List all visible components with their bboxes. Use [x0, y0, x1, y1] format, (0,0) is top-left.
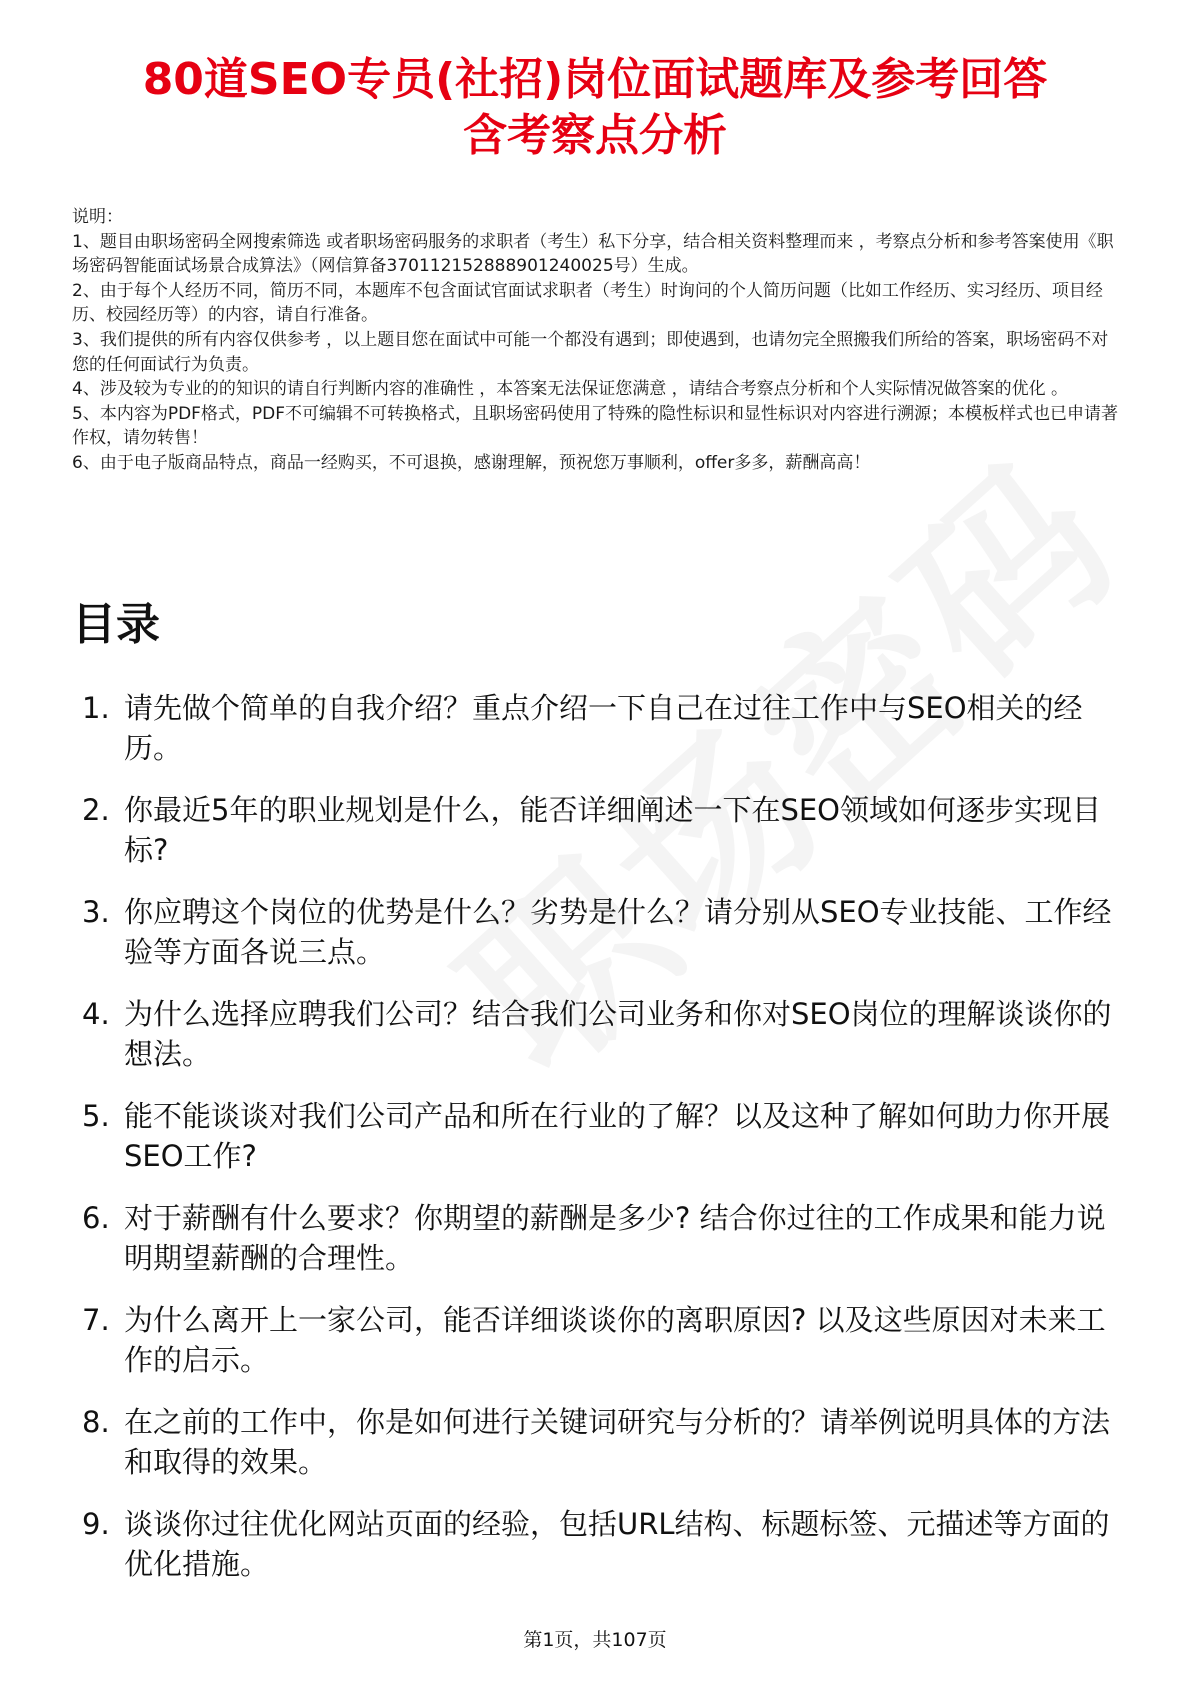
- toc-item[interactable]: [72, 1198, 1132, 1300]
- toc-item[interactable]: [72, 1402, 1132, 1504]
- toc-item-number: 1.: [82, 691, 110, 725]
- toc-item[interactable]: [72, 892, 1132, 994]
- toc-item-number: 3.: [82, 895, 110, 929]
- toc-item[interactable]: [72, 1300, 1132, 1402]
- toc-item[interactable]: [72, 994, 1132, 1096]
- title-line-1: 80道SEO专员(社招)岗位面试题库及参考回答: [142, 54, 1048, 105]
- toc-item-number: 7.: [82, 1303, 110, 1337]
- title-line-2: 含考察点分析: [463, 110, 727, 161]
- toc-item-text: 谈谈你过往优化网站页面的经验，包括URL结构、标题标签、元描述等方面的优化措施。: [124, 1507, 1110, 1581]
- page-footer: 第1页，共107页: [523, 1629, 667, 1651]
- toc-item-text: 为什么离开上一家公司，能否详细谈谈你的离职原因? 以及这些原因对未来工作的启示。: [124, 1303, 1106, 1377]
- toc-item-number: 4.: [82, 997, 110, 1031]
- toc-list: [72, 688, 1132, 1606]
- toc-item-number: 9.: [82, 1507, 110, 1541]
- toc-item[interactable]: [72, 790, 1132, 892]
- toc-item-number: 2.: [82, 793, 110, 827]
- notes-item: 2、由于每个人经历不同，简历不同，本题库不包含面试官面试求职者（考生）时询问的个人简历问题（比如工作经历、实习经历、项目经历、校园经历等）的内容，请自行准备。: [72, 280, 1103, 326]
- notes-item: 1、题目由职场密码全网搜索筛选 或者职场密码服务的求职者（考生）私下分享，结合相关资料整理而来 ，考察点分析和参考答案使用《职场密码智能面试场景合成算法》（网信算备370112152888901240025号）生成。: [72, 231, 1114, 277]
- notes-item: 6、由于电子版商品特点，商品一经购买，不可退换，感谢理解，预祝您万事顺利，offer多多，薪酬高高！: [72, 452, 871, 473]
- toc-item[interactable]: [72, 1096, 1132, 1198]
- notes-label: 说明：: [72, 207, 123, 227]
- notes-item: 5、本内容为PDF格式，PDF不可编辑不可转换格式，且职场密码使用了特殊的隐性标识和显性标识对内容进行溯源；本模板样式也已申请著作权，请勿转售！: [72, 403, 1119, 449]
- toc-item-text: 为什么选择应聘我们公司？结合我们公司业务和你对SEO岗位的理解谈谈你的想法。: [124, 997, 1112, 1071]
- toc-item[interactable]: [72, 688, 1132, 790]
- toc-item[interactable]: [72, 1504, 1132, 1606]
- notes-section: [72, 205, 1122, 476]
- notes-item: 4、涉及较为专业的的知识的请自行判断内容的准确性 ，本答案无法保证您满意 ，请结合考察点分析和个人实际情况做答案的优化 。: [72, 379, 1069, 400]
- toc-item-text: 对于薪酬有什么要求？你期望的薪酬是多少? 结合你过往的工作成果和能力说明期望薪酬的合理性。: [124, 1201, 1106, 1275]
- toc-item-text: 在之前的工作中，你是如何进行关键词研究与分析的？请举例说明具体的方法和取得的效果。: [124, 1405, 1111, 1479]
- toc-item-number: 5.: [82, 1099, 110, 1133]
- toc-heading: 目录: [72, 599, 160, 650]
- toc-item-text: 你最近5年的职业规划是什么，能否详细阐述一下在SEO领域如何逐步实现目标?: [124, 793, 1102, 867]
- toc-item-text: 能不能谈谈对我们公司产品和所在行业的了解？以及这种了解如何助力你开展SEO工作?: [124, 1099, 1111, 1173]
- notes-item: 3、我们提供的所有内容仅供参考 ，以上题目您在面试中可能一个都没有遇到；即使遇到，也请勿完全照搬我们所给的答案，职场密码不对您的任何面试行为负责。: [72, 329, 1109, 375]
- toc-item-number: 6.: [82, 1201, 110, 1235]
- toc-item-number: 8.: [82, 1405, 110, 1439]
- toc-item-text: 请先做个简单的自我介绍？重点介绍一下自己在过往工作中与SEO相关的经历。: [124, 691, 1083, 765]
- toc-item-text: 你应聘这个岗位的优势是什么？劣势是什么？请分别从SEO专业技能、工作经验等方面各说三点。: [124, 895, 1112, 969]
- page-title: [40, 52, 1150, 164]
